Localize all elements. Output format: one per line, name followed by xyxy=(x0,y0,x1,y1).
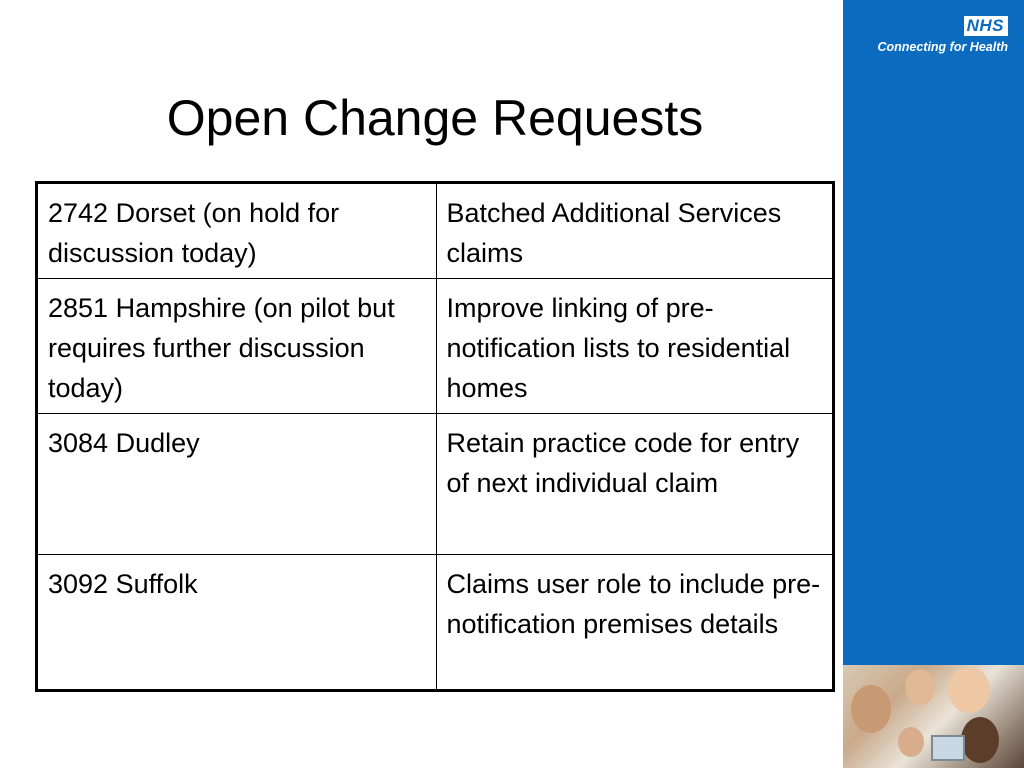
person-photo xyxy=(898,727,924,757)
table-row xyxy=(37,555,834,691)
request-cell: 3084 Dudley xyxy=(37,414,437,555)
request-cell: 2742 Dorset (on hold for discussion today) xyxy=(37,183,437,279)
table-row xyxy=(37,414,834,555)
staff-photo-collage xyxy=(843,665,1024,768)
nhs-tagline: Connecting for Health xyxy=(877,40,1008,54)
person-photo xyxy=(851,685,891,733)
description-cell: Improve linking of pre-notification lists to residential homes xyxy=(436,279,834,414)
person-photo xyxy=(961,717,999,763)
person-photo xyxy=(905,669,935,705)
request-cell: 3092 Suffolk xyxy=(37,555,437,691)
request-cell: 2851 Hampshire (on pilot but requires further discussion today) xyxy=(37,279,437,414)
description-cell: Claims user role to include pre-notification premises details xyxy=(436,555,834,691)
computer-screen xyxy=(931,735,965,761)
person-photo xyxy=(948,667,990,713)
table-row xyxy=(37,279,834,414)
brand-sidebar xyxy=(843,0,1024,768)
slide-title: Open Change Requests xyxy=(166,90,704,146)
table-row xyxy=(37,183,834,279)
change-requests-table xyxy=(35,181,835,692)
description-cell: Batched Additional Services claims xyxy=(436,183,834,279)
nhs-logo-mark: NHS xyxy=(964,16,1008,36)
description-cell: Retain practice code for entry of next individual claim xyxy=(436,414,834,555)
nhs-logo xyxy=(877,16,1008,54)
